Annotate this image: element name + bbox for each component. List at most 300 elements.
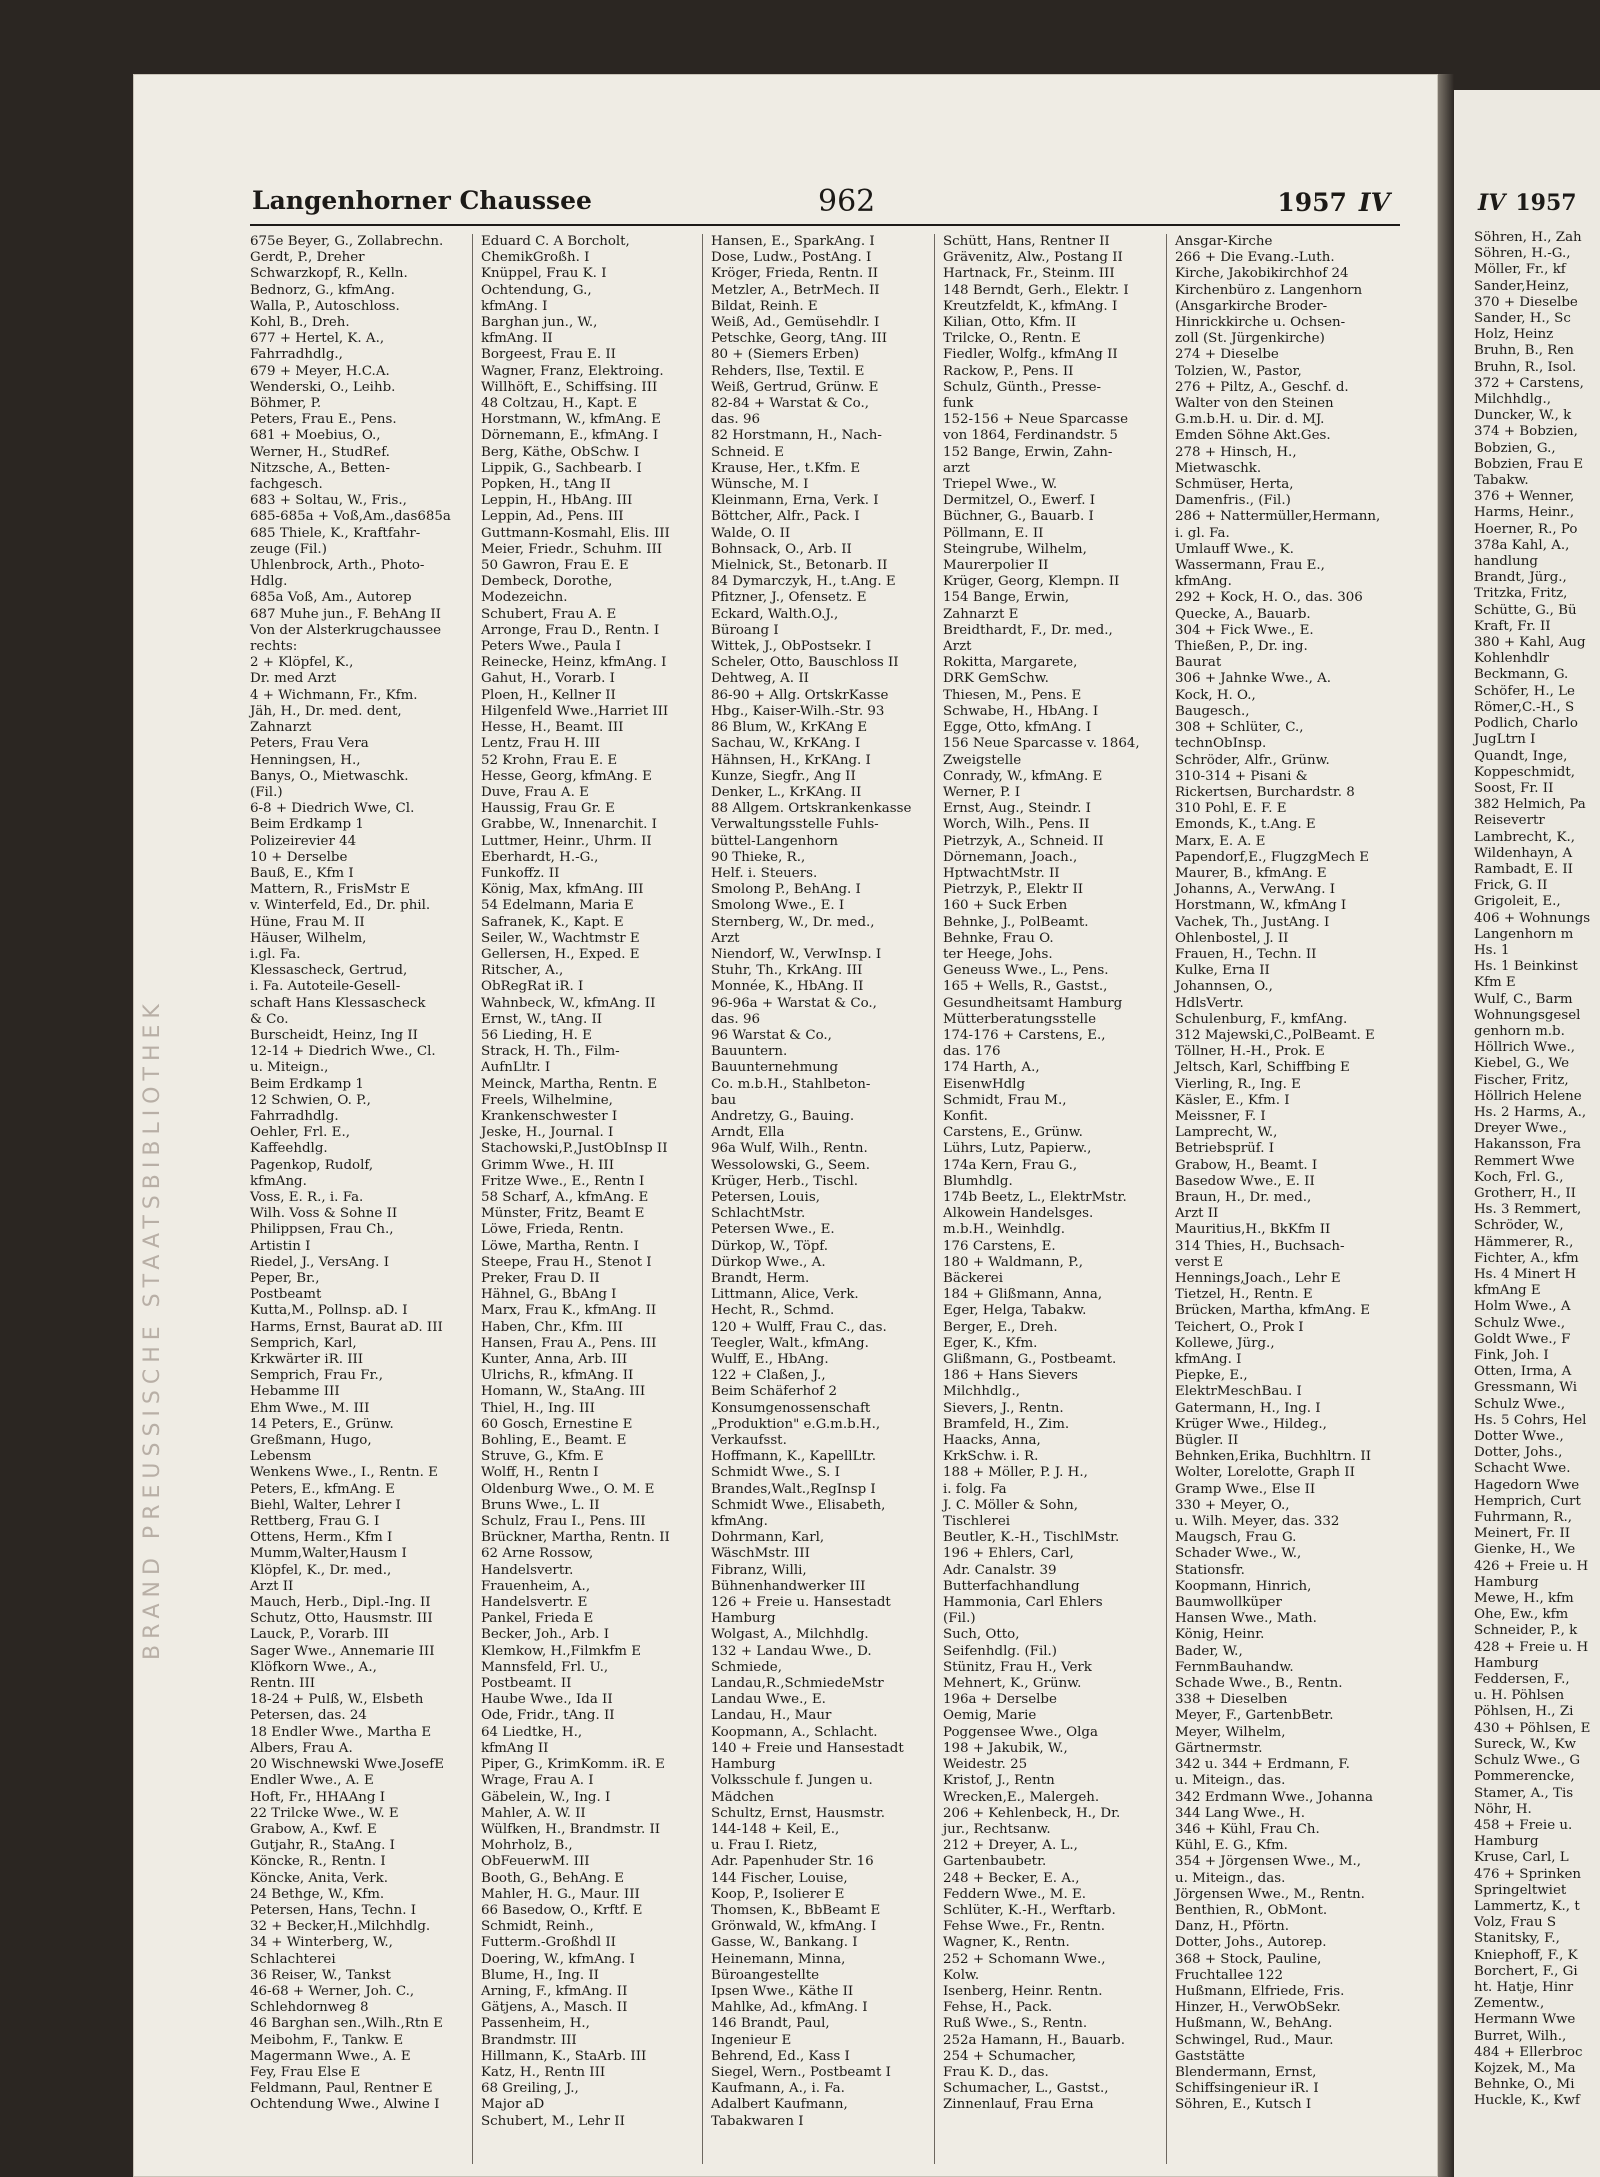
adjacent-entry: Hs. 2 Harms, A., xyxy=(1474,1104,1587,1120)
directory-entry: 675e Beyer, G., Zollabrechn. xyxy=(250,234,444,249)
adjacent-entry: Beckmann, G. xyxy=(1474,667,1569,683)
page-number: 962 xyxy=(818,184,876,219)
directory-entry: Klöfkorn Wwe., A., xyxy=(250,1659,377,1675)
directory-entry: Lührs, Lutz, Papierw., xyxy=(943,1141,1092,1157)
directory-entry: i. gl. Fa. xyxy=(1175,525,1230,541)
directory-entry: Meyer, F., GartenbBetr. xyxy=(1175,1708,1334,1724)
directory-entry: Betriebsprüf. I xyxy=(1175,1141,1275,1157)
directory-entry: kfmAng. II xyxy=(481,331,553,347)
directory-entry: Smolong P., BehAng. I xyxy=(711,882,861,898)
directory-entry: schaft Hans Klessascheck xyxy=(250,995,426,1011)
directory-entry: Schmidt, Frau M., xyxy=(943,1092,1067,1108)
adjacent-entry: Wohnungsgesel xyxy=(1474,1007,1581,1023)
directory-entry: Volksschule f. Jungen u. xyxy=(711,1773,873,1789)
directory-entry: 50 Gawron, Frau E. E xyxy=(481,558,629,574)
directory-entry: Jäh, H., Dr. med. dent, xyxy=(250,703,402,719)
adjacent-entry: Schulz Wwe., xyxy=(1474,1396,1566,1412)
directory-entry: v. Winterfeld, Ed., Dr. phil. xyxy=(250,898,431,914)
directory-entry: Sievers, J., Rentn. xyxy=(943,1400,1064,1416)
directory-entry: Ode, Fridr., tAng. II xyxy=(481,1708,615,1724)
directory-entry: Ehm Wwe., M. III xyxy=(250,1400,370,1416)
directory-entry: Mauritius,H., BkKfm II xyxy=(1175,1222,1331,1238)
directory-entry: Zahnarzt xyxy=(250,720,312,736)
directory-entry: Hdlg. xyxy=(250,574,288,590)
directory-entry: 46 Barghan sen.,Wilh.,Rtn E xyxy=(250,2016,443,2032)
adjacent-entry: Hamburg xyxy=(1474,1574,1539,1590)
directory-entry: Hinrickkirche u. Ochsen- xyxy=(1175,315,1346,331)
directory-entry: Brandes,Walt.,RegInsp I xyxy=(711,1481,876,1497)
directory-entry: Eduard C. A Borcholt, xyxy=(481,234,630,249)
directory-entry: Frauen, H., Techn. II xyxy=(1175,946,1317,962)
directory-entry: Löwe, Frieda, Rentn. xyxy=(481,1222,624,1238)
directory-entry: Kunter, Anna, Arb. III xyxy=(481,1352,628,1368)
directory-entry: Kollewe, Jürg., xyxy=(1175,1335,1275,1351)
directory-entry: Thießen, P., Dr. ing. xyxy=(1175,639,1308,655)
directory-entry: Pagenkop, Rudolf, xyxy=(250,1157,374,1173)
directory-entry: Alkowein Handelsges. xyxy=(943,1206,1094,1222)
adjacent-entry: Bruhn, B., Ren xyxy=(1474,343,1574,359)
directory-entry: Co. m.b.H., Stahlbeton- xyxy=(711,1076,871,1092)
directory-entry: technObInsp. xyxy=(1175,736,1267,752)
header-rule xyxy=(250,224,1400,226)
directory-entry: 685a Voß, Am., Autorep xyxy=(250,590,412,606)
directory-entry: Kirche, Jakobikirchhof 24 xyxy=(1175,266,1349,282)
adjacent-entry: Schulz Wwe., G xyxy=(1474,1753,1581,1769)
directory-entry: Petersen Wwe., E. xyxy=(711,1222,835,1238)
directory-entry: 266 + Die Evang.-Luth. xyxy=(1175,250,1335,266)
adjacent-entry: Römer,C.-H., S xyxy=(1474,699,1575,715)
directory-entry: HdlsVertr. xyxy=(1175,995,1244,1011)
directory-entry: Voss, E. R., i. Fa. xyxy=(250,1189,364,1205)
directory-entry: Monnée, K., HbAng. II xyxy=(711,979,864,995)
directory-entry: Hbg., Kaiser-Wilh.-Str. 93 xyxy=(711,703,885,719)
directory-entry: 88 Allgem. Ortskrankenkasse xyxy=(711,801,912,817)
directory-entry: Pankel, Frieda E xyxy=(481,1611,594,1627)
directory-entry: Banys, O., Mietwaschk. xyxy=(250,768,409,784)
directory-entry: Grabow, A., Kwf. E xyxy=(250,1821,377,1837)
directory-entry: Wulff, E., HbAng. xyxy=(711,1352,829,1368)
directory-entry: Pietrzyk, P., Elektr II xyxy=(943,882,1084,898)
directory-entry: Scheler, Otto, Bauschloss II xyxy=(711,655,899,671)
adjacent-entry: Borchert, F., Gi xyxy=(1474,1963,1578,1979)
directory-entry: Hoffmann, K., KapellLtr. xyxy=(711,1449,876,1465)
directory-entry: Klessascheck, Gertrud, xyxy=(250,963,408,979)
adjacent-entry: Hagedorn Wwe xyxy=(1474,1477,1580,1493)
directory-entry: Grönwald, W., kfmAng. I xyxy=(711,1919,877,1935)
directory-entry: Gellersen, H., Exped. E xyxy=(481,946,640,962)
directory-entry: Wahnbeck, W., kfmAng. II xyxy=(481,995,656,1011)
directory-entry: Andretzy, G., Bauing. xyxy=(711,1108,855,1124)
directory-entry: 344 Lang Wwe., H. xyxy=(1175,1805,1305,1821)
directory-entry: Landau Wwe., E. xyxy=(711,1692,826,1708)
directory-entry: Söhren, E., Kutsch I xyxy=(1175,2097,1312,2113)
directory-entry: 34 + Winterberg, W., xyxy=(250,1935,393,1951)
directory-entry: Guttmann-Kosmahl, Elis. III xyxy=(481,525,670,541)
adjacent-entry: Tabakw. xyxy=(1474,473,1529,489)
directory-entry: Weiß, Ad., Gemüsehdlr. I xyxy=(711,315,880,331)
directory-entry: 96a Wulf, Wilh., Rentn. xyxy=(711,1141,868,1157)
adjacent-entry: Kraft, Fr. II xyxy=(1474,618,1551,634)
directory-entry: Schütt, Hans, Rentner II xyxy=(943,234,1110,249)
directory-entry: Kirchenbüro z. Langenhorn xyxy=(1175,282,1363,298)
directory-entry: Konsumgenossenschaft xyxy=(711,1400,871,1416)
directory-entry: Peters, Frau Vera xyxy=(250,736,369,752)
directory-entry: Thiesen, M., Pens. E xyxy=(943,687,1082,703)
directory-entry: Ritscher, A., xyxy=(481,963,564,979)
directory-entry: Feldmann, Paul, Rentner E xyxy=(250,2081,433,2097)
directory-entry: Dörnemann, E., kfmAng. I xyxy=(481,428,659,444)
directory-entry: Hebamme III xyxy=(250,1384,340,1400)
directory-entry: Walde, O. II xyxy=(711,525,791,541)
directory-entry: Mauch, Herb., Dipl.-Ing. II xyxy=(250,1595,431,1611)
directory-entry: 96 Warstat & Co., xyxy=(711,1027,832,1043)
adjacent-entry: Wildenhayn, A xyxy=(1474,845,1573,861)
directory-entry: Haacks, Anna, xyxy=(943,1433,1041,1449)
directory-entry: Schmidt, Reinh., xyxy=(481,1919,594,1935)
directory-entry: Tischlerei xyxy=(943,1514,1011,1530)
directory-entry: Breidthardt, F., Dr. med., xyxy=(943,622,1113,638)
directory-entry: Frauenheim, A., xyxy=(481,1578,591,1594)
adjacent-entry: Feddersen, F., xyxy=(1474,1672,1570,1688)
directory-entry: Blendermann, Ernst, xyxy=(1175,2064,1317,2080)
directory-entry: kfmAng. I xyxy=(1175,1352,1242,1368)
directory-entry: ObRegRat iR. I xyxy=(481,979,584,995)
directory-entry: Albers, Frau A. xyxy=(250,1740,353,1756)
directory-entry: Marx, Frau K., kfmAng. II xyxy=(481,1303,657,1319)
directory-entry: 304 + Fick Wwe., E. xyxy=(1175,622,1314,638)
directory-entry: Damenfris., (Fil.) xyxy=(1175,493,1291,509)
directory-entry: Helf. i. Steuers. xyxy=(711,865,818,881)
directory-entry: Verkaufsst. xyxy=(711,1433,787,1449)
directory-entry: Niendorf, W., VerwInsp. I xyxy=(711,946,882,962)
adjacent-entry: Kruse, Carl, L xyxy=(1474,1850,1569,1866)
directory-entry: u. Miteign., das. xyxy=(1175,1773,1286,1789)
directory-entry: Kaufmann, A., i. Fa. xyxy=(711,2081,845,2097)
directory-entry: Fehse Wwe., Fr., Rentn. xyxy=(943,1919,1105,1935)
directory-entry: das. 176 xyxy=(943,1044,1001,1060)
directory-entry: kfmAng. xyxy=(1175,574,1232,590)
adjacent-entry: Hs. 1 xyxy=(1474,942,1510,958)
directory-entry: 96-96a + Warstat & Co., xyxy=(711,995,877,1011)
directory-entry: Hecht, R., Schmd. xyxy=(711,1303,835,1319)
directory-entry: Piepke, E., xyxy=(1175,1368,1248,1384)
adjacent-entry: Hemprich, Curt xyxy=(1474,1493,1581,1509)
directory-entry: Töllner, H.-H., Prok. E xyxy=(1175,1044,1325,1060)
adjacent-entry: Schröder, W., xyxy=(1474,1218,1564,1234)
directory-entry: 144 Fischer, Louise, xyxy=(711,1870,848,1886)
directory-entry: Fahrradhdlg. xyxy=(250,1108,339,1124)
directory-entry: m.b.H., Weinhdlg. xyxy=(943,1222,1066,1238)
adjacent-entry: kfmAng E xyxy=(1474,1283,1541,1299)
directory-entry: Koopmann, A., Schlacht. xyxy=(711,1724,878,1740)
directory-entry: Carstens, E., Grünw. xyxy=(943,1125,1083,1141)
adjacent-entry: Brandt, Jürg., xyxy=(1474,570,1567,586)
directory-entry: Mahler, A. W. II xyxy=(481,1805,586,1821)
directory-entry: 165 + Wells, R., Gastst., xyxy=(943,979,1108,995)
directory-entry: Handelsvertr. xyxy=(481,1562,574,1578)
adjacent-entry: 372 + Carstens, xyxy=(1474,375,1584,391)
directory-entry: Mohrholz, B., xyxy=(481,1838,573,1854)
directory-entry: Walla, P., Autoschloss. xyxy=(250,298,400,314)
directory-entry: Gahut, H., Vorarb. I xyxy=(481,671,615,687)
adjacent-entry: Zementw., xyxy=(1474,1996,1545,2012)
directory-entry: Isenberg, Heinr. Rentn. xyxy=(943,1983,1103,1999)
directory-entry: Arzt xyxy=(711,930,740,946)
directory-entry: Steingrube, Wilhelm, xyxy=(943,541,1087,557)
directory-entry: 62 Arne Rossow, xyxy=(481,1546,594,1562)
directory-entry: das. 96 xyxy=(711,412,760,428)
directory-entry: Wenkens Wwe., I., Rentn. E xyxy=(250,1465,438,1481)
adjacent-entry: Harms, Heinr., xyxy=(1474,505,1575,521)
directory-entry: Such, Otto, xyxy=(943,1627,1020,1643)
adjacent-entry: Hs. 5 Cohrs, Hel xyxy=(1474,1412,1587,1428)
directory-entry: Klöpfel, K., Dr. med., xyxy=(250,1562,392,1578)
directory-entry: Oehler, Frl. E., xyxy=(250,1125,350,1141)
directory-entry: 14 Peters, E., Grünw. xyxy=(250,1416,394,1432)
adjacent-entry: Bobzien, Frau E xyxy=(1474,456,1584,472)
adjacent-entry: 374 + Bobzien, xyxy=(1474,424,1578,440)
adjacent-entry: ht. Hatje, Hinr xyxy=(1474,1979,1574,1995)
directory-entry: Hammonia, Carl Ehlers xyxy=(943,1595,1103,1611)
adjacent-entry: handlung xyxy=(1474,554,1538,570)
directory-entry: Passenheim, H., xyxy=(481,2016,590,2032)
adjacent-entry: Holm Wwe., A xyxy=(1474,1299,1571,1315)
directory-entry: Gärtnermstr. xyxy=(1175,1740,1263,1756)
directory-entry: Peper, Br., xyxy=(250,1271,320,1286)
directory-entry: Safranek, K., Kapt. E xyxy=(481,914,624,930)
directory-entry: Wülfken, H., Brandmstr. II xyxy=(481,1821,661,1837)
directory-entry: Braun, H., Dr. med., xyxy=(1175,1189,1312,1205)
directory-entry: Arzt II xyxy=(250,1578,294,1594)
adjacent-entry: Sander,Heinz, xyxy=(1474,278,1570,294)
directory-entry: 188 + Möller, P. J. H., xyxy=(943,1465,1088,1481)
adjacent-entry: Soost, Fr. II xyxy=(1474,780,1554,796)
directory-entry: EisenwHdlg xyxy=(943,1076,1026,1092)
directory-entry: 18 Endler Wwe., Martha E xyxy=(250,1724,432,1740)
directory-entry: Dembeck, Dorothe, xyxy=(481,574,613,590)
directory-entry: zeuge (Fil.) xyxy=(250,541,327,557)
directory-entry: Hansen, Frau A., Pens. III xyxy=(481,1335,657,1351)
directory-entry: jur., Rechtsanw. xyxy=(943,1821,1051,1837)
directory-entry: Semprich, Karl, xyxy=(250,1335,357,1351)
directory-entry: Behnken,Erika, Buchhltrn. II xyxy=(1175,1449,1371,1465)
directory-entry: Peters Wwe., Paula I xyxy=(481,639,621,655)
directory-entry: Tabakwaren I xyxy=(711,2113,804,2129)
directory-entry: 144-148 + Keil, E., xyxy=(711,1821,840,1837)
directory-entry: Bruns Wwe., L. II xyxy=(481,1497,600,1513)
directory-entry: Blume, H., Ing. II xyxy=(481,1967,599,1983)
directory-entry: Eckard, Walth.O.J., xyxy=(711,606,839,622)
adjacent-entry: Hamburg xyxy=(1474,1655,1539,1671)
directory-entry: 342 Erdmann Wwe., Johanna xyxy=(1175,1789,1373,1805)
directory-entry: Hinzer, H., VerwObSekr. xyxy=(1175,2000,1341,2016)
directory-entry: Peters, E., kfmAng. E xyxy=(250,1481,395,1497)
directory-entry: Gutjahr, R., StaAng. I xyxy=(250,1838,395,1854)
directory-entry: (Ansgarkirche Broder- xyxy=(1175,298,1328,314)
directory-entry: verst E xyxy=(1175,1254,1224,1270)
directory-entry: Schumacher, L., Gastst., xyxy=(943,2081,1109,2097)
directory-entry: Mütterberatungsstelle xyxy=(943,1011,1097,1027)
directory-entry: Dohrmann, Karl, xyxy=(711,1530,825,1546)
directory-entry: 683 + Soltau, W., Fris., xyxy=(250,493,407,509)
directory-entry: Hansen, E., SparkAng. I xyxy=(711,234,875,249)
directory-entry: Baugesch., xyxy=(1175,703,1250,719)
directory-entry: Haussig, Frau Gr. E xyxy=(481,801,615,817)
adjacent-entry: Hermann Wwe xyxy=(1474,2012,1576,2028)
directory-entry: kfmAng II xyxy=(481,1740,549,1756)
directory-entry: Becker, Joh., Arb. I xyxy=(481,1627,610,1643)
directory-entry: i. Fa. Autoteile-Gesell- xyxy=(250,979,401,995)
directory-entry: Kunze, Siegfr., Ang II xyxy=(711,768,856,784)
column-4 xyxy=(934,234,1165,2164)
volume-text: IV xyxy=(1358,188,1390,217)
directory-entry: Maurerpolier II xyxy=(943,558,1049,574)
directory-entry: 198 + Jakubik, W., xyxy=(943,1740,1068,1756)
directory-entry: Steepe, Frau H., Stenot I xyxy=(481,1254,652,1270)
adjacent-entry: Hakansson, Fra xyxy=(1474,1137,1582,1153)
adjacent-entry: Kiebel, G., We xyxy=(1474,1056,1570,1072)
directory-entry: Marx, E. A. E xyxy=(1175,833,1266,849)
directory-entry: Baurat xyxy=(1175,655,1222,671)
adjacent-entry: Duncker, W., k xyxy=(1474,408,1572,424)
directory-entry: Schlachterei xyxy=(250,1951,336,1967)
adjacent-entry: Höllrich Helene xyxy=(1474,1088,1582,1104)
directory-entry: 180 + Waldmann, P., xyxy=(943,1254,1083,1270)
directory-entry: Stationsfr. xyxy=(1175,1562,1245,1578)
directory-entry: 252 + Schomann Wwe., xyxy=(943,1951,1106,1967)
directory-entry: Grimm Wwe., H. III xyxy=(481,1157,615,1173)
directory-entry: Danz, H., Pförtn. xyxy=(1175,1919,1290,1935)
directory-entry: Pietrzyk, A., Schneid. II xyxy=(943,833,1104,849)
directory-entry: Johannsen, O., xyxy=(1175,979,1273,995)
directory-entry: Berg, Käthe, ObSchw. I xyxy=(481,444,640,460)
adjacent-entry: Dotter, Johs., xyxy=(1474,1445,1563,1461)
directory-entry: Schutz, Otto, Hausmstr. III xyxy=(250,1611,433,1627)
directory-entry: Triepel Wwe., W. xyxy=(943,477,1058,493)
directory-entry: fachgesch. xyxy=(250,477,323,493)
directory-entry: Meier, Friedr., Schuhm. III xyxy=(481,541,663,557)
directory-entry: 685 Thiele, K., Kraftfahr- xyxy=(250,525,421,541)
directory-entry: Mehnert, K., Grünw. xyxy=(943,1676,1082,1692)
directory-entry: Conrady, W., kfmAng. E xyxy=(943,768,1103,784)
directory-entry: Wagner, K., Rentn. xyxy=(943,1935,1070,1951)
directory-entry: Futterm.-Großhdl II xyxy=(481,1935,616,1951)
directory-entry: Kulke, Erna II xyxy=(1175,963,1270,979)
directory-entry: 126 + Freie u. Hansestadt xyxy=(711,1595,891,1611)
directory-entry: Bohnsack, O., Arb. II xyxy=(711,541,852,557)
adjacent-entry: Fichter, A., kfm xyxy=(1474,1250,1579,1266)
directory-entry: Hartnack, Fr., Steinm. III xyxy=(943,266,1115,282)
directory-entry: Adalbert Kaufmann, xyxy=(711,2097,848,2113)
directory-entry: 310-314 + Pisani & xyxy=(1175,768,1308,784)
directory-entry: Bildat, Reinh. E xyxy=(711,298,818,314)
directory-entry: 368 + Stock, Pauline, xyxy=(1175,1951,1322,1967)
directory-entry: 52 Krohn, Frau E. E xyxy=(481,752,618,768)
directory-entry: Hüne, Frau M. II xyxy=(250,914,365,930)
directory-entry: & Co. xyxy=(250,1011,289,1027)
directory-entry: Rettberg, Frau G. I xyxy=(250,1514,380,1530)
directory-entry: Bauß, E., Kfm I xyxy=(250,865,354,881)
directory-entry: Ulrichs, R., kfmAng. II xyxy=(481,1368,634,1384)
adjacent-entry: Fischer, Fritz, xyxy=(1474,1072,1569,1088)
directory-entry: HptwachtMstr. II xyxy=(943,865,1060,881)
directory-entry: 248 + Becker, E. A., xyxy=(943,1870,1080,1886)
directory-entry: Eger, Helga, Tabakw. xyxy=(943,1303,1087,1319)
directory-entry: Haben, Chr., Kfm. III xyxy=(481,1319,623,1335)
directory-entry: Brückner, Martha, Rentn. II xyxy=(481,1530,670,1546)
directory-entry: Sager Wwe., Annemarie III xyxy=(250,1643,435,1659)
directory-entry: 140 + Freie und Hansestadt xyxy=(711,1740,904,1756)
directory-entry: 354 + Jörgensen Wwe., M., xyxy=(1175,1854,1362,1870)
directory-entry: Dotter, Johs., Autorep. xyxy=(1175,1935,1327,1951)
directory-entry: Mietwaschk. xyxy=(1175,460,1262,476)
directory-entry: 48 Coltzau, H., Kapt. E xyxy=(481,396,638,412)
directory-entry: 60 Gosch, Ernestine E xyxy=(481,1416,633,1432)
directory-entry: Tolzien, W., Pastor, xyxy=(1175,363,1302,379)
directory-entry: 212 + Dreyer, A. L., xyxy=(943,1838,1078,1854)
directory-entry: Wagner, Franz, Elektroing. xyxy=(481,363,664,379)
directory-entry: 176 Carstens, E. xyxy=(943,1238,1056,1254)
directory-entry: WäschMstr. III xyxy=(711,1546,810,1562)
directory-entry: Horstmann, W., kfmAng. E xyxy=(481,412,661,428)
directory-entry: 196 + Ehlers, Carl, xyxy=(943,1546,1074,1562)
directory-entry: Borgeest, Frau E. II xyxy=(481,347,616,363)
directory-entry: 46-68 + Werner, Joh. C., xyxy=(250,1983,415,1999)
directory-entry: Schmüser, Herta, xyxy=(1175,477,1294,493)
directory-entry: Gesundheitsamt Hamburg xyxy=(943,995,1123,1011)
adjacent-entry: Stamer, A., Tis xyxy=(1474,1785,1574,1801)
directory-entry: Katz, H., Rentn III xyxy=(481,2064,606,2080)
adjacent-entry: Remmert Wwe xyxy=(1474,1153,1575,1169)
adjacent-entry: Hs. 4 Minert H xyxy=(1474,1267,1577,1282)
directory-entry: 276 + Piltz, A., Geschf. d. xyxy=(1175,379,1349,395)
adjacent-entry: 406 + Wohnungs xyxy=(1474,910,1591,926)
directory-entry: Doering, W., kfmAng. I xyxy=(481,1951,635,1967)
directory-entry: Kock, H. O., xyxy=(1175,687,1256,703)
directory-entry: Krüger Wwe., Hildeg., xyxy=(1175,1416,1327,1432)
adjacent-entry: Kfm E xyxy=(1474,975,1516,991)
directory-entry: Kolw. xyxy=(943,1967,980,1983)
directory-entry: Büroangestellte xyxy=(711,1967,820,1983)
directory-entry: Werner, H., StudRef. xyxy=(250,444,390,460)
directory-entry: 685-685a + Voß,Am.,das685a xyxy=(250,509,451,525)
directory-entry: AufnLltr. I xyxy=(481,1060,551,1076)
directory-entry: Schader Wwe., W., xyxy=(1175,1546,1302,1562)
directory-entry: Hennings,Joach., Lehr E xyxy=(1175,1271,1341,1286)
directory-entry: funk xyxy=(943,396,974,412)
directory-entry: 206 + Kehlenbeck, H., Dr. xyxy=(943,1805,1121,1821)
directory-entry: Rentn. III xyxy=(250,1676,316,1692)
directory-entry: Bauunternehmung xyxy=(711,1060,839,1076)
directory-entry: 308 + Schlüter, C., xyxy=(1175,720,1304,736)
directory-entry: 86-90 + Allg. OrtskrKasse xyxy=(711,687,889,703)
directory-entry: Leppin, H., HbAng. III xyxy=(481,493,633,509)
directory-entry: 32 + Becker,H.,Milchhdlg. xyxy=(250,1919,431,1935)
directory-entry: Krause, Her., t.Kfm. E xyxy=(711,460,861,476)
directory-entry: Arronge, Frau D., Rentn. I xyxy=(481,622,660,638)
directory-entry: SchlachtMstr. xyxy=(711,1206,806,1222)
directory-entry: Konfit. xyxy=(943,1108,988,1124)
directory-entry: Kutta,M., Pollnsp. aD. I xyxy=(250,1303,408,1319)
directory-entry: ter Heege, Johs. xyxy=(943,946,1053,962)
directory-entry: J. C. Möller & Sohn, xyxy=(943,1497,1078,1513)
directory-entry: Lamprecht, W., xyxy=(1175,1125,1278,1141)
adjacent-entry: Kohlenhdlr xyxy=(1474,651,1550,667)
directory-entry: 12-14 + Diedrich Wwe., Cl. xyxy=(250,1044,436,1060)
directory-entry: Weidestr. 25 xyxy=(943,1757,1028,1773)
adjacent-entry: Stanitsky, F., xyxy=(1474,1931,1560,1947)
adjacent-entry: Quandt, Inge, xyxy=(1474,748,1568,764)
